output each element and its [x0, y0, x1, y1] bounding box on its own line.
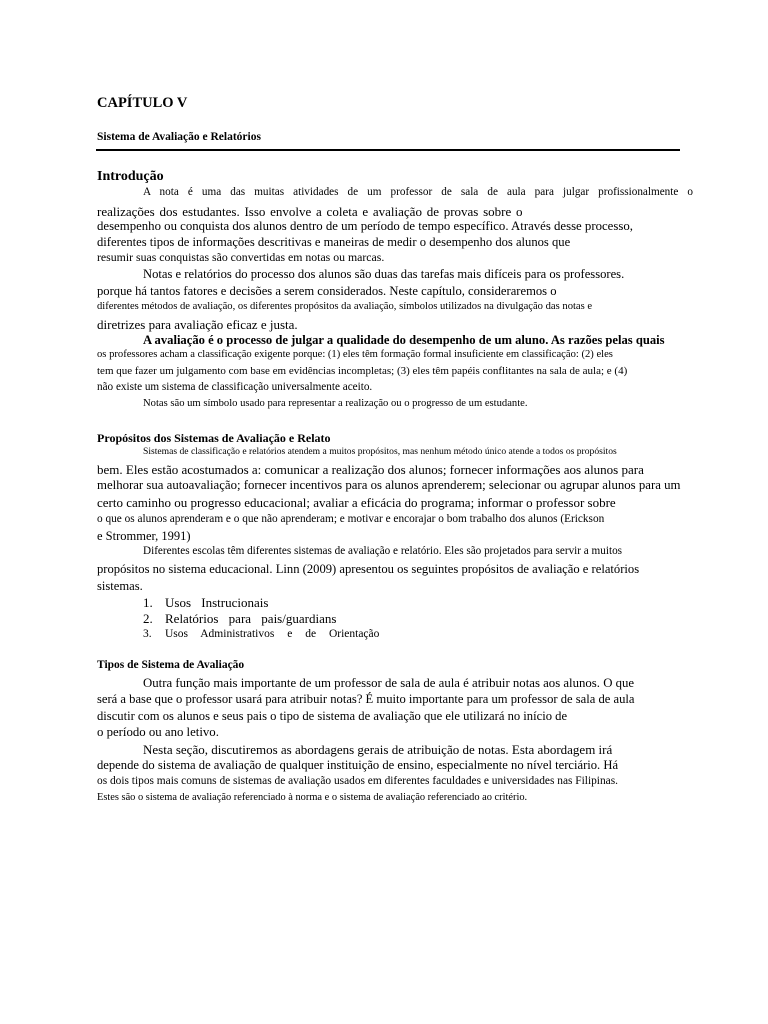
paragraph-line: desempenho ou conquista dos alunos dentro de um período de tempo específico. Através desse processo, — [97, 219, 633, 233]
paragraph-line: realizações dos estudantes. Isso envolve a coleta e avaliação de provas sobre o — [97, 204, 523, 219]
list-item — [143, 629, 379, 641]
paragraph-line: Sistemas de classificação e relatórios atendem a muitos propósitos, mas nenhum método único atende a todos os propósitos — [143, 446, 617, 457]
paragraph-line: certo caminho ou progresso educacional; avaliar a eficácia do programa; informar o professor sobre — [97, 495, 616, 510]
paragraph-line: porque há tantos fatores e decisões a serem considerados. Neste capítulo, consideraremos o — [97, 284, 557, 298]
paragraph-line: o que os alunos aprenderam e o que não aprenderam; e motivar e encorajar o bom trabalho dos alunos (Erickson — [97, 513, 605, 525]
paragraph-line: o período ou ano letivo. — [97, 725, 219, 739]
list-item-number: 1. — [143, 595, 153, 610]
paragraph-line: Nesta seção, discutiremos as abordagens gerais de atribuição de notas. Esta abordagem irá — [143, 742, 613, 757]
section-heading-introduction: Introdução — [97, 169, 164, 184]
list-item-text: Usos Administrativos e de Orientação — [165, 628, 380, 640]
paragraph-line: melhorar sua autoavaliação; fornecer incentivos para os alunos aprenderem; selecionar ou agrupar alunos para um — [97, 478, 681, 492]
list-item-number: 3. — [143, 628, 152, 640]
paragraph-line: Diferentes escolas têm diferentes sistemas de avaliação e relatório. Eles são projetados para servir a muitos — [143, 545, 623, 557]
paragraph-line: os professores acham a classificação exigente porque: (1) eles têm formação formal insuficiente em classificação: (2) eles — [97, 349, 613, 360]
paragraph-line: diferentes tipos de informações descritivas e maneiras de medir o desempenho dos alunos que — [97, 235, 571, 249]
paragraph-line: será a base que o professor usará para atribuir notas? É muito importante para um professor de sala de aula — [97, 692, 635, 706]
paragraph-line: Outra função mais importante de um professor de sala de aula é atribuir notas aos alunos. O que — [143, 676, 635, 690]
paragraph-line: diretrizes para avaliação eficaz e justa. — [97, 317, 298, 332]
list-item-text: Usos Instrucionais — [165, 595, 269, 610]
paragraph-line: Notas e relatórios do processo dos alunos são duas das tarefas mais difíceis para os professores. — [143, 267, 625, 281]
paragraph-line: os dois tipos mais comuns de sistemas de avaliação usados em diferentes faculdades e universidades nas Filipinas. — [97, 775, 618, 787]
paragraph-line: A nota é uma das muitas atividades de um professor de sala de aula para julgar profissionalmente o — [143, 186, 693, 198]
paragraph-line: Notas são um símbolo usado para representar a realização ou o progresso de um estudante. — [143, 398, 528, 409]
paragraph-line: diferentes métodos de avaliação, os diferentes propósitos da avaliação, símbolos utilizados na divulgação das notas e — [97, 301, 593, 312]
paragraph-line: discutir com os alunos e seus pais o tipo de sistema de avaliação que ele utilizará no início de — [97, 709, 568, 723]
list-item — [143, 612, 336, 625]
paragraph-line: depende do sistema de avaliação de qualquer instituição de ensino, especialmente no nível terciário. Há — [97, 758, 619, 772]
paragraph-line: propósitos no sistema educacional. Linn (2009) apresentou os seguintes propósitos de avaliação e relatórios — [97, 562, 640, 576]
section-heading-types: Tipos de Sistema de Avaliação — [97, 659, 245, 671]
paragraph-line-bold: A avaliação é o processo de julgar a qualidade do desempenho de um aluno. As razões pelas quais — [143, 333, 665, 347]
paragraph-line: sistemas. — [97, 579, 143, 593]
paragraph-line: tem que fazer um julgamento com base em evidências incompletas; (3) eles têm papéis conflitantes na sala de aula; e (4) — [97, 365, 628, 377]
list-item — [143, 596, 268, 609]
chapter-subtitle: Sistema de Avaliação e Relatórios — [97, 131, 261, 143]
paragraph-line: Estes são o sistema de avaliação referenciado à norma e o sistema de avaliação referenciado ao critério. — [97, 792, 528, 803]
list-item-text: Relatórios para pais/guardians — [165, 611, 337, 626]
list-item-number: 2. — [143, 611, 153, 626]
paragraph-line: bem. Eles estão acostumados a: comunicar a realização dos alunos; fornecer informações aos alunos para — [97, 462, 644, 477]
paragraph-line: não existe um sistema de classificação universalmente aceito. — [97, 381, 373, 393]
chapter-title: CAPÍTULO V — [97, 95, 188, 111]
paragraph-line: resumir suas conquistas são convertidas em notas ou marcas. — [97, 250, 385, 264]
section-heading-purposes: Propósitos dos Sistemas de Avaliação e Relato — [97, 431, 331, 445]
heading-rule — [96, 149, 680, 151]
paragraph-line: e Strommer, 1991) — [97, 529, 191, 543]
